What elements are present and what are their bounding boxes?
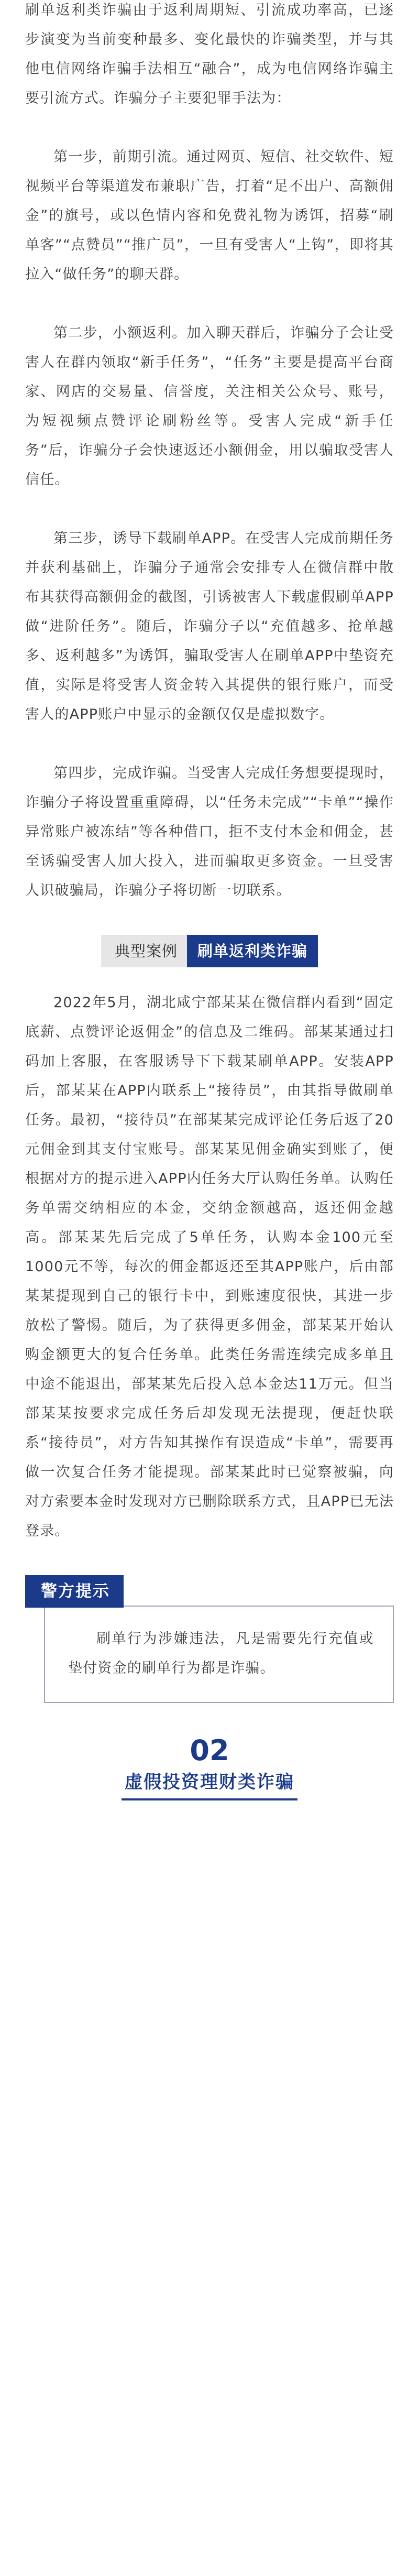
case-heading (25, 935, 394, 967)
step-1-paragraph: 第一步，前期引流。通过网页、短信、社交软件、短视频平台等渠道发布兼职广告，打着“足不出户、高额佣金”的旗号，或以色情内容和免费礼物为诱饵，招募“刷单客”“点赞员”“推广员”，一旦有受害人“上钩”，即将其拉入“做任务”的聊天群。 (25, 149, 394, 282)
section-number: 02 (190, 1734, 229, 1767)
case-heading-title: 刷单返利类诈骗 (187, 935, 318, 967)
police-tip-label: 警方提示 (25, 1575, 124, 1608)
step-3-paragraph: 第三步，诱导下载刷单APP。在受害人完成前期任务并获利基础上，诈骗分子通常会安排专人在微信群中散布其获得高额佣金的截图，引诱被害人下载虚假刷单APP做“进阶任务”。随后，诈骗分子以“充值越多、抢单越多、返利越多”为诱饵，骗取受害人在刷单APP中垫资充值，实际是将受害人资金转入其提供的银行账户，而受害人的APP账户中显示的金额仅仅是虚拟数字。 (25, 530, 394, 723)
step-2-paragraph: 第二步，小额返利。加入聊天群后，诈骗分子会让受害人在群内领取“新手任务”，“任务”主要是提高平台商家、网店的交易量、信誉度，关注相关公众号、账号，为短视频点赞评论刷粉丝等。受害人完成“新手任务”后，诈骗分子会快速返还小额佣金，用以骗取受害人信任。 (25, 325, 394, 488)
police-tip-text: 刷单行为涉嫌违法，凡是需要先行充值或垫付资金的刷单行为都是诈骗。 (68, 1631, 374, 1676)
intro-paragraph: 刷单返利类诈骗由于返利周期短、引流成功率高，已逐步演变为当前变种最多、变化最快的诈骗类型，并与其他电信网络诈骗手法相互“融合”，成为电信网络诈骗主要引流方式。诈骗分子主要犯罪手法为： (25, 2, 394, 106)
police-tip-box (44, 1606, 394, 1703)
section-title: 虚假投资理财类诈骗 (122, 1769, 297, 1800)
police-tip (25, 1575, 394, 1703)
case-paragraph: 2022年5月，湖北咸宁部某某在微信群内看到“固定底薪、点赞评论返佣金”的信息及二维码。部某某通过扫码加上客服，在客服诱导下下载某刷单APP。安装APP后，部某某在APP内联系上“接待员”，由其指导做刷单任务。最初，“接待员”在部某某完成评论任务后返了20元佣金到其支付宝账号。部某某见佣金确实到账了，便根据对方的提示进入APP内任务大厅认购任务单。认购任务单需交纳相应的本金，交纳金额越高，返还佣金越高。部某某先后完成了5单任务，认购本金100元至1000元不等，每次的佣金都返还至其APP账户，后由部某某提现到自己的银行卡中，到账速度很快，其进一步放松了警惕。随后，为了获得更多佣金，部某某开始认购金额更大的复合任务单。此类任务需连续完成多单且中途不能退出，部某某先后投入总本金达11万元。但当部某某按要求完成任务后却发现无法提现，便赶快联系“接待员”，对方告知其操作有误造成“卡单”，需要再做一次复合任务才能提现。部某某此时已觉察被骗，向对方索要本金时发现对方已删除联系方式，且APP已无法登录。 (25, 995, 394, 1539)
next-section-heading (25, 1732, 394, 1800)
case-heading-label: 典型案例 (101, 935, 187, 967)
step-4-paragraph: 第四步，完成诈骗。当受害人完成任务想要提现时，诈骗分子将设置重重障碍，以“任务未完成”“卡单”“操作异常账户被冻结”等各种借口，拒不支付本金和佣金，甚至诱骗受害人加大投入，进而骗取更多资金。一旦受害人识破骗局，诈骗分子将切断一切联系。 (25, 765, 394, 899)
